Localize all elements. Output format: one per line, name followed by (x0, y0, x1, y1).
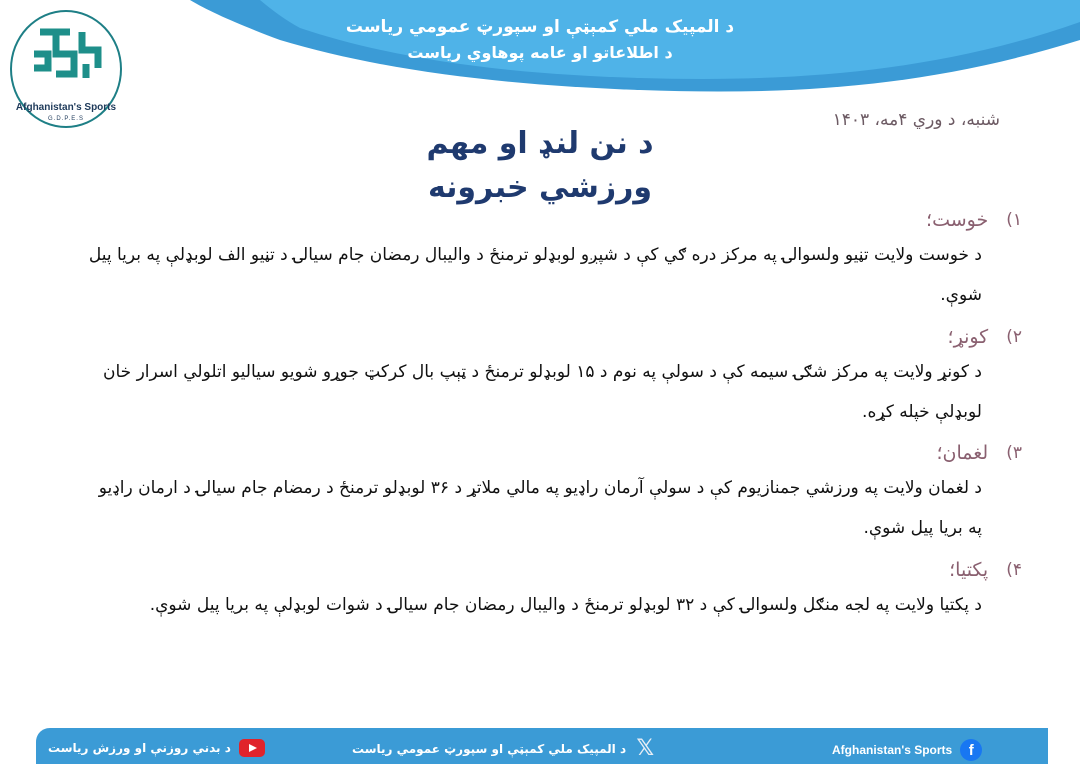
news-body: د لغمان ولایت په ورزشي جمنازیوم کې د سولې آرمان راډیو په مالي ملاتړ د ۳۶ لوبډلو ترمنځ د رمضام جام سیالۍ د ارمان راډیو په بریا پیل شوې. (98, 478, 982, 538)
logo-subtitle: G.D.P.E.S (48, 116, 84, 122)
logo-name: Afghanistan's Sports (15, 102, 117, 113)
header-line-1: د المپیک ملي کمېټې او سپورټ عمومي ریاست (345, 17, 735, 37)
news-header (82, 555, 1022, 585)
page-title (380, 122, 700, 210)
x-link[interactable] (352, 736, 655, 761)
date-label: شنبه، د وري ۴مه، ۱۴۰۳ (832, 110, 1000, 130)
news-place: پکتیا؛ (949, 559, 989, 581)
news-body: د پکتیا ولایت په لجه منګل ولسوالۍ کې د ۳۲ لوبډلو ترمنځ د والیبال رمضان جام سیالۍ د شوات لوبډلې په بریا پیل شوې. (149, 595, 982, 615)
news-number: ۲) (1006, 327, 1022, 347)
youtube-link[interactable] (48, 739, 265, 757)
news-place: لغمان؛ (936, 442, 989, 464)
logo (10, 10, 122, 128)
facebook-label: Afghanistan's Sports (832, 743, 953, 757)
news-header (82, 205, 1022, 235)
news-header (82, 438, 1022, 468)
title-line-1: د نن لنډ او مهم (426, 126, 654, 161)
facebook-icon: f (960, 739, 982, 761)
x-label: د المپیک ملي کمېټې او سپورټ عمومي ریاست (352, 742, 627, 756)
news-item (82, 205, 1022, 315)
news-place: کونړ؛ (947, 326, 989, 348)
header-text (300, 14, 780, 66)
title-line-2: ورزشي خبرونه (427, 170, 653, 205)
news-number: ۳) (1006, 443, 1022, 463)
youtube-label: د بدني روزنې او ورزش ریاست (48, 741, 231, 755)
news-body: د کونړ ولایت په مرکز شګۍ سیمه کې د سولې په نوم د ۱۵ لوبډلو ترمنځ د ټېپ بال کرکټ جوړو شویو سیالیو اتلولي اسرار خان لوبډلې خپله کړه. (103, 362, 982, 422)
facebook-link[interactable] (832, 739, 982, 761)
logo-mark-icon (30, 24, 102, 82)
header-line-2: د اطلاعاتو او عامه پوهاوي ریاست (407, 43, 673, 62)
news-number: ۴) (1006, 560, 1022, 580)
news-body: د خوست ولایت تڼیو ولسوالۍ په مرکز دره ګي کې د شپږو لوبډلو ترمنځ د والیبال رمضان جام سیالۍ د تڼیو الف لوبډلې په بریا پیل شوې. (88, 245, 982, 305)
news-item (82, 322, 1022, 432)
footer (0, 708, 1080, 764)
youtube-icon (239, 739, 265, 757)
news-place: خوست؛ (926, 209, 989, 231)
news-number: ۱) (1006, 210, 1022, 230)
news-item (82, 438, 1022, 548)
news-header (82, 322, 1022, 352)
news-item (82, 555, 1022, 625)
x-icon: 𝕏 (636, 736, 655, 761)
